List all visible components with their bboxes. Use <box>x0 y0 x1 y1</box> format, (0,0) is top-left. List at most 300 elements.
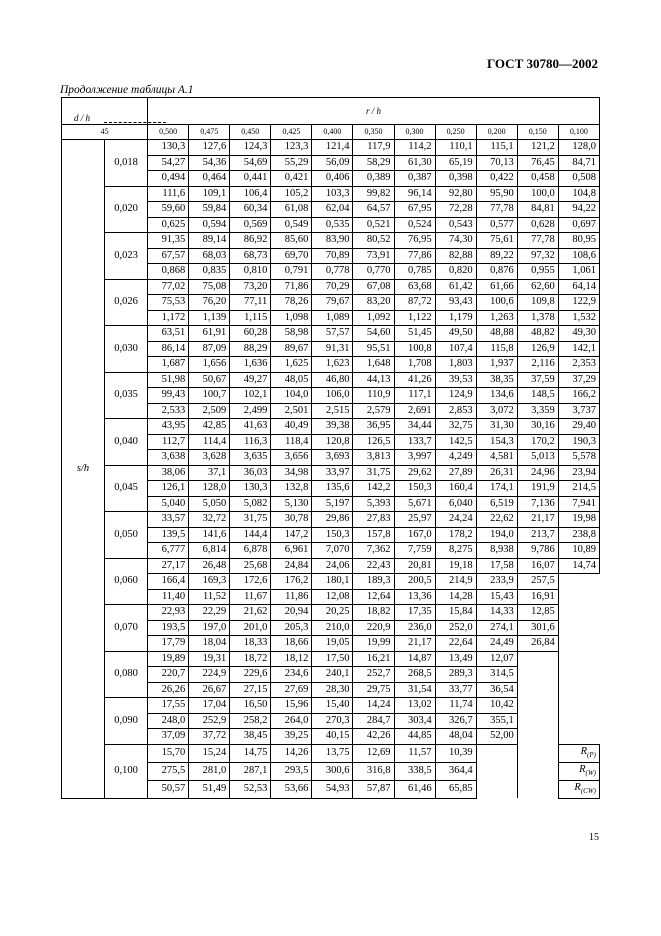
table-cell: 110,1 <box>435 140 476 156</box>
table-cell: 61,08 <box>271 202 312 218</box>
table-cell: 115,1 <box>476 140 517 156</box>
table-cell: 3,628 <box>189 450 230 466</box>
table-cell: 105,2 <box>271 186 312 202</box>
table-cell: 3,737 <box>558 403 599 419</box>
legend-subscript: (W) <box>585 768 596 777</box>
table-cell: 160,4 <box>435 481 476 497</box>
table-cell: 107,4 <box>435 341 476 357</box>
table-cell: 64,14 <box>558 279 599 295</box>
table-cell: 36,95 <box>353 419 394 435</box>
table-cell: 2,533 <box>148 403 189 419</box>
column-header-r: 45 <box>62 125 148 140</box>
empty-cell <box>517 744 558 762</box>
table-cell: 26,31 <box>476 465 517 481</box>
table-cell: 29,40 <box>558 419 599 435</box>
table-cell: 0,785 <box>394 264 435 280</box>
table-cell: 252,7 <box>353 667 394 683</box>
table-cell: 5,578 <box>558 450 599 466</box>
table-cell: 26,84 <box>517 636 558 652</box>
table-cell: 6,519 <box>476 496 517 512</box>
table-cell: 11,86 <box>271 589 312 605</box>
table-cell: 16,21 <box>353 651 394 667</box>
column-header-r: 0,400 <box>312 125 353 140</box>
legend-symbol: R <box>579 763 586 775</box>
table-cell: 2,353 <box>558 357 599 373</box>
table-cell: 30,16 <box>517 419 558 435</box>
table-cell: 16,50 <box>230 698 271 714</box>
table-cell: 13,49 <box>435 651 476 667</box>
table-cell: 58,98 <box>271 326 312 342</box>
legend-subscript: (CW) <box>580 786 596 795</box>
table-cell: 11,52 <box>189 589 230 605</box>
table-cell: 10,39 <box>435 744 476 762</box>
table-cell: 77,78 <box>476 202 517 218</box>
table-cell: 14,87 <box>394 651 435 667</box>
table-cell: 1,532 <box>558 310 599 326</box>
table-cell: 240,1 <box>312 667 353 683</box>
table-cell: 1,092 <box>353 310 394 326</box>
d-h-value: 0,080 <box>105 651 148 698</box>
table-cell: 178,2 <box>435 527 476 543</box>
corner-dashed-line <box>104 122 166 123</box>
table-cell: 126,1 <box>148 481 189 497</box>
table-cell: 0,535 <box>312 217 353 233</box>
table-cell: 104,0 <box>271 388 312 404</box>
table-cell: 1,263 <box>476 310 517 326</box>
table-row <box>62 419 600 435</box>
table-cell: 104,8 <box>558 186 599 202</box>
table-cell: 124,9 <box>435 388 476 404</box>
table-cell: 39,38 <box>312 419 353 435</box>
table-cell: 97,32 <box>517 248 558 264</box>
table-cell: 0,543 <box>435 217 476 233</box>
table-row <box>62 605 600 621</box>
table-cell: 15,40 <box>312 698 353 714</box>
table-cell: 15,84 <box>435 605 476 621</box>
table-cell: 42,85 <box>189 419 230 435</box>
table-cell: 44,85 <box>394 729 435 745</box>
table-cell: 117,9 <box>353 140 394 156</box>
table-cell: 126,5 <box>353 434 394 450</box>
table-row <box>62 326 600 342</box>
empty-cell <box>558 589 599 605</box>
table-cell: 11,74 <box>435 698 476 714</box>
table-cell: 54,93 <box>312 780 353 798</box>
table-cell: 48,04 <box>435 729 476 745</box>
table-cell: 2,691 <box>394 403 435 419</box>
d-h-value: 0,020 <box>105 186 148 233</box>
table-cell: 1,625 <box>271 357 312 373</box>
table-cell: 41,26 <box>394 372 435 388</box>
table-cell: 27,89 <box>435 465 476 481</box>
table-cell: 20,94 <box>271 605 312 621</box>
table-cell: 83,20 <box>353 295 394 311</box>
table-cell: 21,17 <box>517 512 558 528</box>
table-cell: 2,853 <box>435 403 476 419</box>
table-row <box>62 140 600 156</box>
table-cell: 92,80 <box>435 186 476 202</box>
table-cell: 38,45 <box>230 729 271 745</box>
table-cell: 65,19 <box>435 155 476 171</box>
table-cell: 0,422 <box>476 171 517 187</box>
table-cell: 5,050 <box>189 496 230 512</box>
table-cell: 17,55 <box>148 698 189 714</box>
table-cell: 1,803 <box>435 357 476 373</box>
table-cell: 70,89 <box>312 248 353 264</box>
table-cell: 224,9 <box>189 667 230 683</box>
empty-cell <box>558 667 599 683</box>
table-cell: 110,9 <box>353 388 394 404</box>
table-cell: 3,656 <box>271 450 312 466</box>
table-cell: 33,97 <box>312 465 353 481</box>
table-cell: 36,54 <box>476 682 517 698</box>
table-cell: 67,08 <box>353 279 394 295</box>
table-cell: 59,60 <box>148 202 189 218</box>
table-row <box>62 372 600 388</box>
table-cell: 176,2 <box>271 574 312 590</box>
table-cell: 77,02 <box>148 279 189 295</box>
table-cell: 41,63 <box>230 419 271 435</box>
table-cell: 60,34 <box>230 202 271 218</box>
empty-cell <box>558 620 599 636</box>
table-cell: 3,072 <box>476 403 517 419</box>
table-cell: 0,791 <box>271 264 312 280</box>
table-cell: 0,549 <box>271 217 312 233</box>
table-cell: 76,95 <box>394 233 435 249</box>
table-cell: 122,9 <box>558 295 599 311</box>
table-cell: 0,628 <box>517 217 558 233</box>
table-cell: 60,28 <box>230 326 271 342</box>
table-cell: 284,7 <box>353 713 394 729</box>
table-cell: 64,57 <box>353 202 394 218</box>
table-cell: 77,78 <box>517 233 558 249</box>
document-title: ГОСТ 30780—2002 <box>486 56 598 71</box>
table-cell: 220,9 <box>353 620 394 636</box>
table-cell: 0,458 <box>517 171 558 187</box>
table-cell: 1,937 <box>476 357 517 373</box>
table-cell: 37,09 <box>148 729 189 745</box>
legend-label <box>558 780 599 798</box>
table-cell: 166,2 <box>558 388 599 404</box>
table-cell: 89,14 <box>189 233 230 249</box>
table-cell: 197,0 <box>189 620 230 636</box>
table-cell: 0,625 <box>148 217 189 233</box>
table-cell: 301,6 <box>517 620 558 636</box>
table-cell: 100,0 <box>517 186 558 202</box>
table-cell: 70,29 <box>312 279 353 295</box>
table-cell: 82,88 <box>435 248 476 264</box>
table-cell: 3,359 <box>517 403 558 419</box>
empty-cell <box>558 605 599 621</box>
table-cell: 172,6 <box>230 574 271 590</box>
table-cell: 14,26 <box>271 744 312 762</box>
empty-cell <box>558 636 599 652</box>
d-h-value: 0,035 <box>105 372 148 419</box>
table-cell: 12,08 <box>312 589 353 605</box>
table-cell: 7,759 <box>394 543 435 559</box>
table-cell: 15,24 <box>189 744 230 762</box>
d-h-value: 0,040 <box>105 419 148 466</box>
table-cell: 11,57 <box>394 744 435 762</box>
table-cell: 99,43 <box>148 388 189 404</box>
table-cell: 54,27 <box>148 155 189 171</box>
d-h-value: 0,026 <box>105 279 148 326</box>
table-cell: 234,6 <box>271 667 312 683</box>
table-cell: 0,820 <box>435 264 476 280</box>
table-cell: 100,6 <box>476 295 517 311</box>
table-cell: 57,87 <box>353 780 394 798</box>
table-cell: 0,770 <box>353 264 394 280</box>
table-cell: 106,4 <box>230 186 271 202</box>
table-cell: 6,040 <box>435 496 476 512</box>
table-cell: 32,72 <box>189 512 230 528</box>
table-cell: 264,0 <box>271 713 312 729</box>
table-cell: 148,5 <box>517 388 558 404</box>
table-cell: 68,73 <box>230 248 271 264</box>
table-cell: 49,30 <box>558 326 599 342</box>
table-cell: 21,17 <box>394 636 435 652</box>
table-cell: 73,91 <box>353 248 394 264</box>
table-cell: 123,3 <box>271 140 312 156</box>
table-cell: 55,29 <box>271 155 312 171</box>
table-cell: 1,172 <box>148 310 189 326</box>
table-cell: 19,31 <box>189 651 230 667</box>
empty-cell <box>517 713 558 729</box>
table-cell: 127,6 <box>189 140 230 156</box>
table-cell: 170,2 <box>517 434 558 450</box>
table-cell: 74,30 <box>435 233 476 249</box>
table-cell: 2,515 <box>312 403 353 419</box>
empty-cell <box>517 762 558 780</box>
table-cell: 22,64 <box>435 636 476 652</box>
table-cell: 1,656 <box>189 357 230 373</box>
table-cell: 33,77 <box>435 682 476 698</box>
table-cell: 229,6 <box>230 667 271 683</box>
table-cell: 61,91 <box>189 326 230 342</box>
empty-cell <box>558 698 599 714</box>
corner-header-cell <box>62 98 148 125</box>
table-cell: 18,04 <box>189 636 230 652</box>
table-cell: 40,49 <box>271 419 312 435</box>
table-row <box>62 744 600 762</box>
table-cell: 52,53 <box>230 780 271 798</box>
table-cell: 32,75 <box>435 419 476 435</box>
table-cell: 117,1 <box>394 388 435 404</box>
table-cell: 135,6 <box>312 481 353 497</box>
table-cell: 303,4 <box>394 713 435 729</box>
table-cell: 75,08 <box>189 279 230 295</box>
table-cell: 150,3 <box>394 481 435 497</box>
table-cell: 0,494 <box>148 171 189 187</box>
table-cell: 50,67 <box>189 372 230 388</box>
table-cell: 147,2 <box>271 527 312 543</box>
table-row <box>62 279 600 295</box>
table-cell: 1,687 <box>148 357 189 373</box>
table-cell: 3,638 <box>148 450 189 466</box>
table-cell: 17,50 <box>312 651 353 667</box>
table-cell: 0,398 <box>435 171 476 187</box>
table-cell: 18,33 <box>230 636 271 652</box>
table-cell: 62,60 <box>517 279 558 295</box>
table-cell: 18,12 <box>271 651 312 667</box>
column-header-r: 0,100 <box>558 125 599 140</box>
table-cell: 73,20 <box>230 279 271 295</box>
table-cell: 80,52 <box>353 233 394 249</box>
table-cell: 2,579 <box>353 403 394 419</box>
table-cell: 103,3 <box>312 186 353 202</box>
table-cell: 1,636 <box>230 357 271 373</box>
table-cell: 114,2 <box>394 140 435 156</box>
empty-cell <box>517 667 558 683</box>
table-cell: 86,14 <box>148 341 189 357</box>
table-cell: 189,3 <box>353 574 394 590</box>
table-cell: 144,4 <box>230 527 271 543</box>
empty-cell <box>558 713 599 729</box>
table-cell: 37,1 <box>189 465 230 481</box>
table-cell: 29,86 <box>312 512 353 528</box>
table-cell: 3,997 <box>394 450 435 466</box>
table-cell: 238,8 <box>558 527 599 543</box>
table-cell: 281,0 <box>189 762 230 780</box>
table-cell: 11,40 <box>148 589 189 605</box>
d-h-value: 0,090 <box>105 698 148 745</box>
table-cell: 2,499 <box>230 403 271 419</box>
table-cell: 48,05 <box>271 372 312 388</box>
table-cell: 63,68 <box>394 279 435 295</box>
d-h-value: 0,100 <box>105 744 148 798</box>
table-cell: 5,082 <box>230 496 271 512</box>
table-cell: 106,0 <box>312 388 353 404</box>
table-cell: 22,29 <box>189 605 230 621</box>
table-cell: 112,7 <box>148 434 189 450</box>
table-cell: 1,139 <box>189 310 230 326</box>
table-cell: 236,0 <box>394 620 435 636</box>
empty-cell <box>517 682 558 698</box>
table-cell: 42,26 <box>353 729 394 745</box>
table-row <box>62 698 600 714</box>
table-cell: 150,3 <box>312 527 353 543</box>
table-row <box>62 558 600 574</box>
table-cell: 248,0 <box>148 713 189 729</box>
table-cell: 0,441 <box>230 171 271 187</box>
table-cell: 12,69 <box>353 744 394 762</box>
d-h-value: 0,018 <box>105 140 148 187</box>
table-cell: 65,85 <box>435 780 476 798</box>
table-cell: 289,3 <box>435 667 476 683</box>
table-cell: 9,786 <box>517 543 558 559</box>
table-cell: 194,0 <box>476 527 517 543</box>
table-cell: 124,3 <box>230 140 271 156</box>
table-cell: 95,90 <box>476 186 517 202</box>
table-cell: 76,20 <box>189 295 230 311</box>
table-cell: 71,86 <box>271 279 312 295</box>
table-cell: 3,813 <box>353 450 394 466</box>
table-cell: 54,60 <box>353 326 394 342</box>
table-cell: 0,421 <box>271 171 312 187</box>
table-cell: 24,84 <box>271 558 312 574</box>
table-cell: 210,0 <box>312 620 353 636</box>
table-cell: 34,44 <box>394 419 435 435</box>
table-cell: 338,5 <box>394 762 435 780</box>
table-cell: 14,33 <box>476 605 517 621</box>
table-cell: 6,777 <box>148 543 189 559</box>
table-cell: 87,72 <box>394 295 435 311</box>
table-cell: 1,115 <box>230 310 271 326</box>
table-cell: 67,95 <box>394 202 435 218</box>
table-cell: 0,569 <box>230 217 271 233</box>
table-cell: 258,2 <box>230 713 271 729</box>
table-cell: 4,249 <box>435 450 476 466</box>
legend-symbol: R <box>574 781 581 793</box>
r-group-header: r / h <box>148 98 600 125</box>
table-cell: 220,7 <box>148 667 189 683</box>
table-cell: 11,67 <box>230 589 271 605</box>
table-cell: 0,387 <box>394 171 435 187</box>
table-cell: 51,98 <box>148 372 189 388</box>
corner-label: d / h <box>74 113 91 123</box>
table-cell: 6,878 <box>230 543 271 559</box>
table-cell: 102,1 <box>230 388 271 404</box>
table-cell: 69,70 <box>271 248 312 264</box>
table-cell: 0,697 <box>558 217 599 233</box>
legend-label <box>558 762 599 780</box>
table-cell: 28,30 <box>312 682 353 698</box>
table-cell: 0,594 <box>189 217 230 233</box>
table-cell: 1,089 <box>312 310 353 326</box>
table-cell: 174,1 <box>476 481 517 497</box>
table-cell: 1,708 <box>394 357 435 373</box>
table-cell: 274,1 <box>476 620 517 636</box>
empty-cell <box>517 651 558 667</box>
table-cell: 54,69 <box>230 155 271 171</box>
table-cell: 67,57 <box>148 248 189 264</box>
table-cell: 19,05 <box>312 636 353 652</box>
table-cell: 191,9 <box>517 481 558 497</box>
table-cell: 31,54 <box>394 682 435 698</box>
table-cell: 29,75 <box>353 682 394 698</box>
table-cell: 7,136 <box>517 496 558 512</box>
table-cell: 13,36 <box>394 589 435 605</box>
table-cell: 0,868 <box>148 264 189 280</box>
table-cell: 0,521 <box>353 217 394 233</box>
table-cell: 27,83 <box>353 512 394 528</box>
table-cell: 84,71 <box>558 155 599 171</box>
table-cell: 77,11 <box>230 295 271 311</box>
table-cell: 20,25 <box>312 605 353 621</box>
table-cell: 8,275 <box>435 543 476 559</box>
empty-cell <box>517 729 558 745</box>
table-cell: 169,3 <box>189 574 230 590</box>
table-cell: 22,62 <box>476 512 517 528</box>
table-cell: 88,29 <box>230 341 271 357</box>
table-cell: 214,5 <box>558 481 599 497</box>
data-table <box>61 97 600 799</box>
table-cell: 61,42 <box>435 279 476 295</box>
table-cell: 19,18 <box>435 558 476 574</box>
table-cell: 27,17 <box>148 558 189 574</box>
table-cell: 5,393 <box>353 496 394 512</box>
d-h-value: 0,030 <box>105 326 148 373</box>
table-cell: 7,941 <box>558 496 599 512</box>
table-cell: 132,8 <box>271 481 312 497</box>
table-cell: 7,070 <box>312 543 353 559</box>
table-cell: 16,91 <box>517 589 558 605</box>
table-cell: 15,96 <box>271 698 312 714</box>
table-cell: 26,67 <box>189 682 230 698</box>
table-cell: 91,35 <box>148 233 189 249</box>
legend-label <box>558 744 599 762</box>
table-cell: 77,86 <box>394 248 435 264</box>
